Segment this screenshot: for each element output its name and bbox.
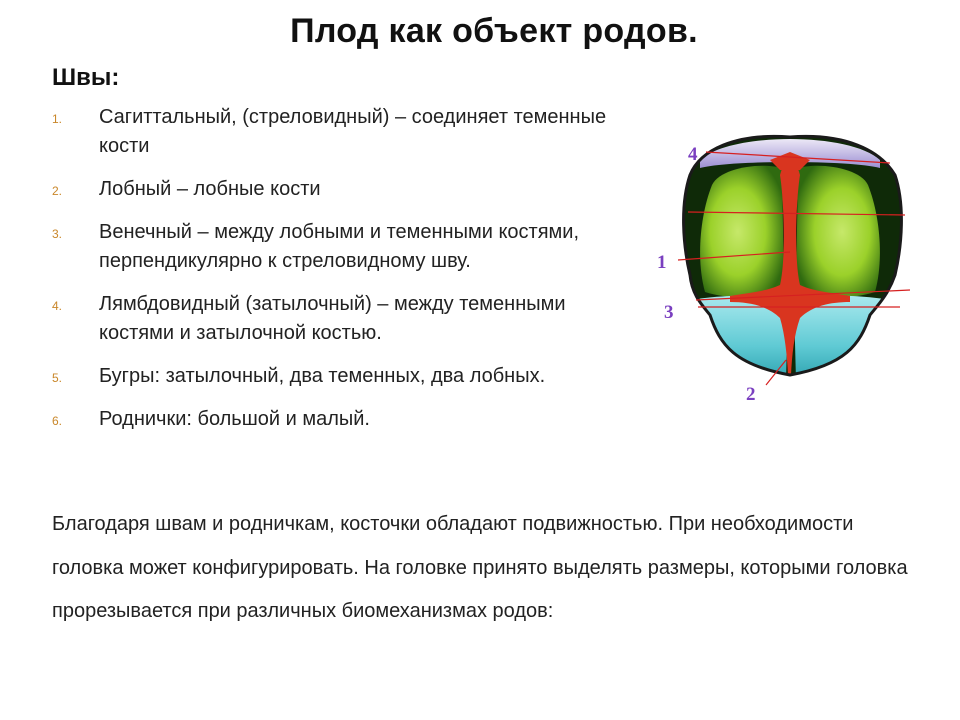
list-item-text: Лобный – лобные кости [99,178,321,200]
list-item-number: 5. [52,371,63,385]
list-item-text: Венечный – между лобными и теменными костями, перпендикулярно к стреловидному шву. [99,221,580,272]
list-item [52,362,612,391]
skull-bones [680,130,910,390]
list-item [52,175,612,204]
parietal-bone-left [700,166,784,298]
list-item [52,218,612,276]
label-2: 2 [746,384,756,405]
sutures-heading: Швы: [52,64,120,91]
label-4: 4 [688,144,698,165]
sutures-list [52,103,612,448]
label-3: 3 [664,302,674,323]
list-item-number: 4. [52,299,63,313]
list-item-number: 2. [52,184,63,198]
list-item-number: 1. [52,112,63,126]
list-item [52,103,612,161]
skull-sutures-diagram [640,110,920,420]
list-item-text: Бугры: затылочный, два теменных, два лобных. [99,365,546,387]
list-item [52,290,612,348]
list-item-text: Сагиттальный, (стреловидный) – соединяет теменные кости [99,106,607,157]
list-item-text: Лямбдовидный (затылочный) – между теменными костями и затылочной костью. [99,293,566,344]
slide-title: Плод как объект родов. [290,12,698,50]
parietal-bone-right [796,166,880,298]
list-item-number: 6. [52,414,63,428]
list-item [52,405,612,434]
list-item-text: Роднички: большой и малый. [99,408,370,430]
label-1: 1 [657,252,667,273]
summary-paragraph: Благодаря швам и родничкам, косточки обладают подвижностью. При необходимости головка может конфигурировать. На головке принято выделять размеры, которыми головка прорезывается при различных биомеханизмах родов: [52,513,908,622]
list-item-number: 3. [52,227,63,241]
